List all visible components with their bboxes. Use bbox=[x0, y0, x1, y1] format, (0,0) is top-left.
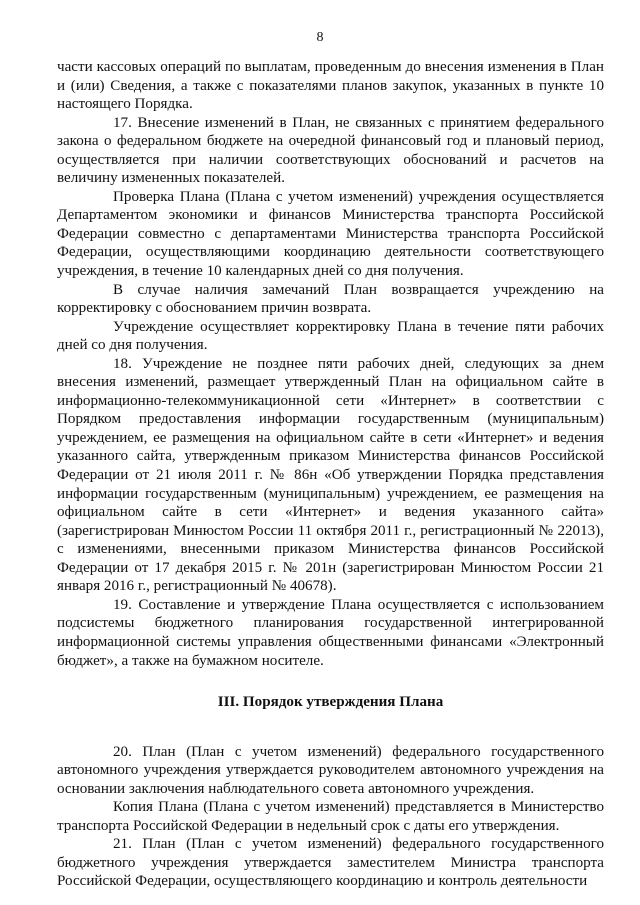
paragraph-item-20: 20. План (План с учетом изменений) федерального государственного автономного учреждения утверждается руководителем автономного учреждения на основании заключения наблюдательного совета автономного учреждения. bbox=[57, 743, 604, 797]
paragraph-plan-copy: Копия Плана (Плана с учетом изменений) представляется в Министерство транспорта Российской Федерации в недельный срок с даты его утверждения. bbox=[57, 799, 604, 834]
paragraph-continuation: части кассовых операций по выплатам, проведенным до внесения изменения в План и (или) Сведения, а также с показателями планов закупок, указанных в пункте 10 настоящего Порядка. bbox=[57, 59, 604, 113]
paragraph-item-21: 21. План (План с учетом изменений) федерального государственного бюджетного учреждения утверждается заместителем Министра транспорта Российской Федерации, осуществляющего координацию и контроль деятельности bbox=[57, 836, 604, 890]
section-spacer bbox=[57, 712, 604, 743]
page-number: 8 bbox=[316, 30, 324, 45]
section-heading: III. Порядок утверждения Плана bbox=[217, 694, 444, 711]
document-body bbox=[57, 58, 604, 891]
paragraph-plan-review: Проверка Плана (Плана с учетом изменений) учреждения осуществляется Департаментом экономики и финансов Министерства транспорта Российской Федерации совместно с департаментами Министерства транспорта Российской Федерации, осуществляющими координацию деятельности соответствующего учреждения, в течение 10 календарных дней со дня получения. bbox=[57, 188, 604, 280]
paragraph-plan-return: В случае наличия замечаний План возвращается учреждению на корректировку с обоснованием причин возврата. bbox=[57, 281, 604, 317]
paragraph-plan-correction: Учреждение осуществляет корректировку Плана в течение пяти рабочих дней со дня получения. bbox=[57, 318, 604, 354]
paragraph-item-17: 17. Внесение изменений в План, не связанных с принятием федерального закона о федеральном бюджете на очередной финансовый год и плановый период, осуществляется при наличии соответствующих обоснований и расчетов на величину измененных показателей. bbox=[57, 114, 604, 187]
paragraph-item-18: 18. Учреждение не позднее пяти рабочих дней, следующих за днем внесения изменений, размещает утвержденный План на официальном сайте в информационно-телекоммуникационной сети «Интернет» в соответствии с Порядком предоставления информации государственным (муниципальным) учреждением, ее размещения на официальном сайте в сети «Интернет» и ведения указанного сайта, утвержденным приказом Министерства финансов Российской Федерации от 21 июля 2011 г. № 86н «Об утверждении Порядка представления информации государственным (муниципальным) учреждением, ее размещения на официальном сайте в сети «Интернет» и ведения указанного сайта» (зарегистрирован Минюстом России 11 октября 2011 г., регистрационный № 22013), с изменениями, внесенными приказом Министерства финансов Российской Федерации от 17 декабря 2015 г. № 201н (зарегистрирован Минюстом России 21 января 2016 г., регистрационный № 40678). bbox=[57, 355, 604, 595]
paragraph-item-19: 19. Составление и утверждение Плана осуществляется с использованием подсистемы бюджетного планирования государственной интегрированной информационной системы управления общественными финансами «Электронный бюджет», а также на бумажном носителе. bbox=[57, 596, 604, 669]
